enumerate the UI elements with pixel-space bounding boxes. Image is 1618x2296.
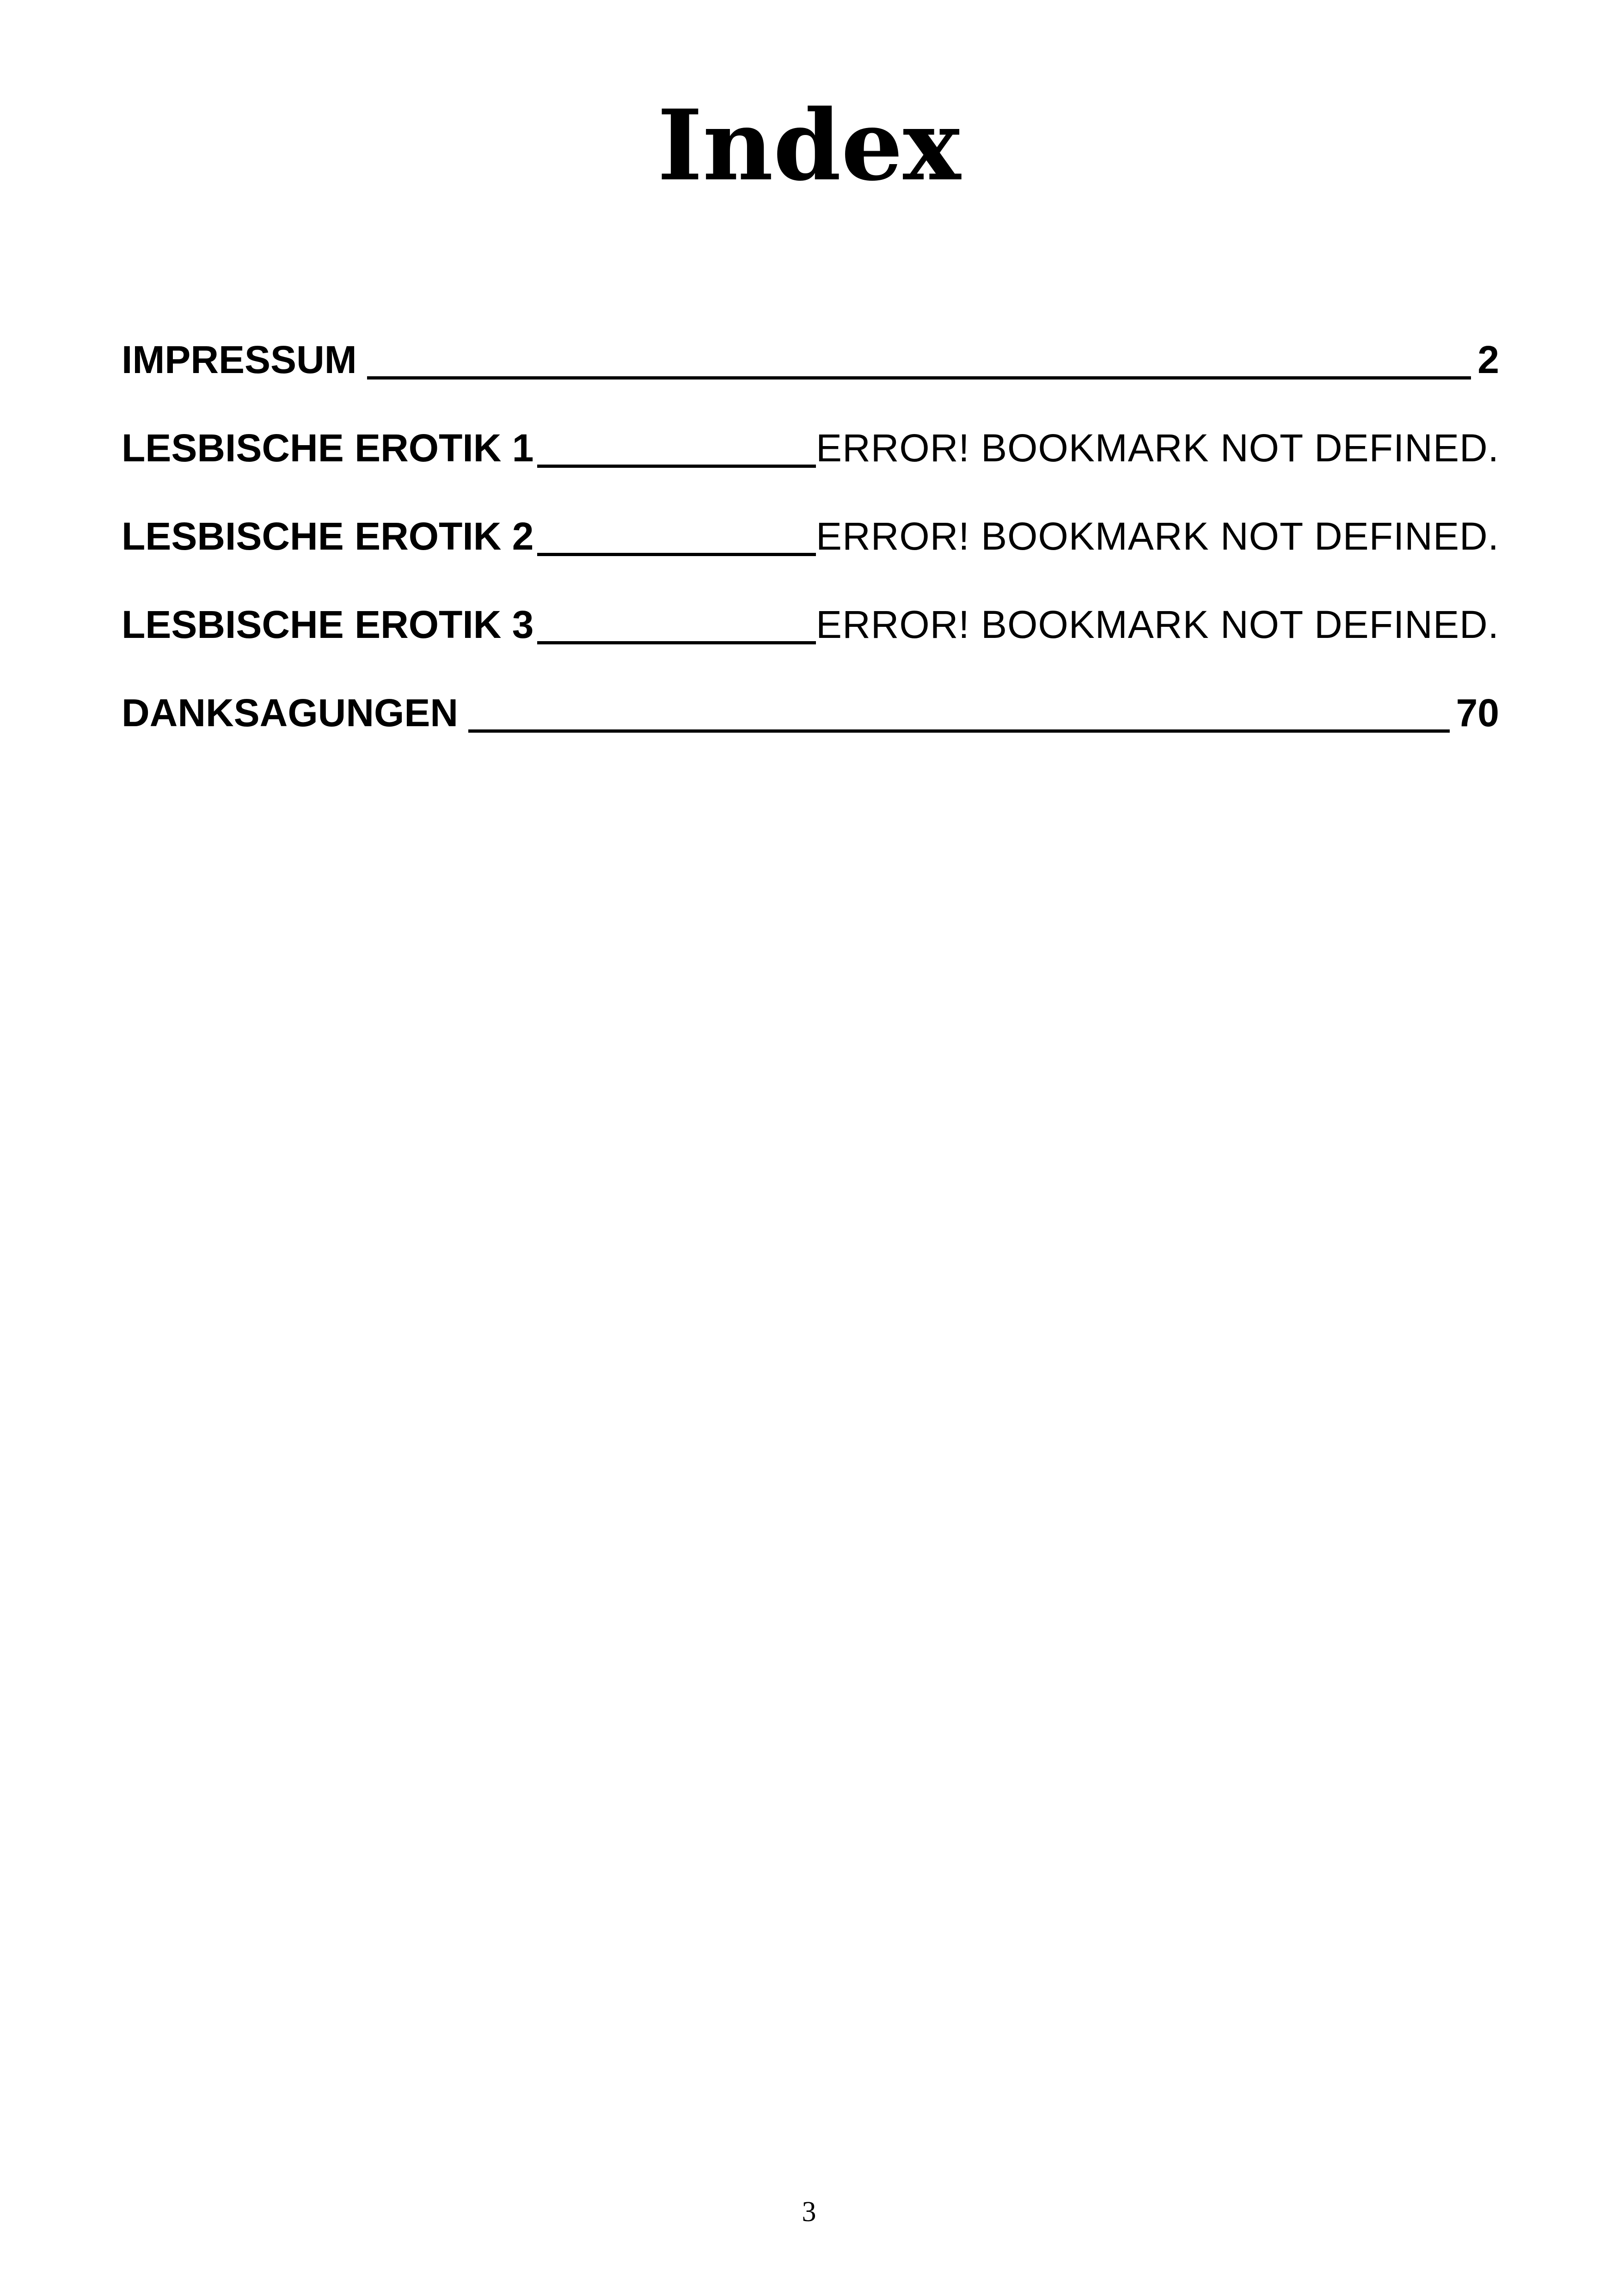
toc-leader-line [468,697,1450,733]
toc-leader-line [537,520,816,556]
toc-entry-lesbische-erotik-3[interactable] [122,597,1499,685]
toc-entry-label: DANKSAGUNGEN [122,691,459,735]
table-of-contents [122,332,1499,773]
toc-entry-page: ERROR! BOOKMARK NOT DEFINED. [816,514,1499,558]
toc-entry-page: ERROR! BOOKMARK NOT DEFINED. [816,603,1499,646]
toc-entry-impressum[interactable] [122,332,1499,420]
toc-entry-page: 2 [1477,338,1499,381]
page-title: Index [657,88,961,202]
page-number: 3 [802,2196,816,2228]
toc-entry-lesbische-erotik-2[interactable] [122,508,1499,597]
toc-entry-page: 70 [1456,691,1499,735]
toc-leader-line [367,344,1471,380]
toc-entry-label: LESBISCHE EROTIK 2 [122,514,534,558]
toc-leader-line [537,609,816,644]
toc-entry-lesbische-erotik-1[interactable] [122,420,1499,508]
toc-entry-label: IMPRESSUM [122,338,357,381]
toc-entry-danksagungen[interactable] [122,685,1499,773]
toc-entry-page: ERROR! BOOKMARK NOT DEFINED. [816,426,1499,470]
toc-leader-line [537,432,816,468]
toc-entry-label: LESBISCHE EROTIK 3 [122,603,534,646]
toc-entry-label: LESBISCHE EROTIK 1 [122,426,534,470]
